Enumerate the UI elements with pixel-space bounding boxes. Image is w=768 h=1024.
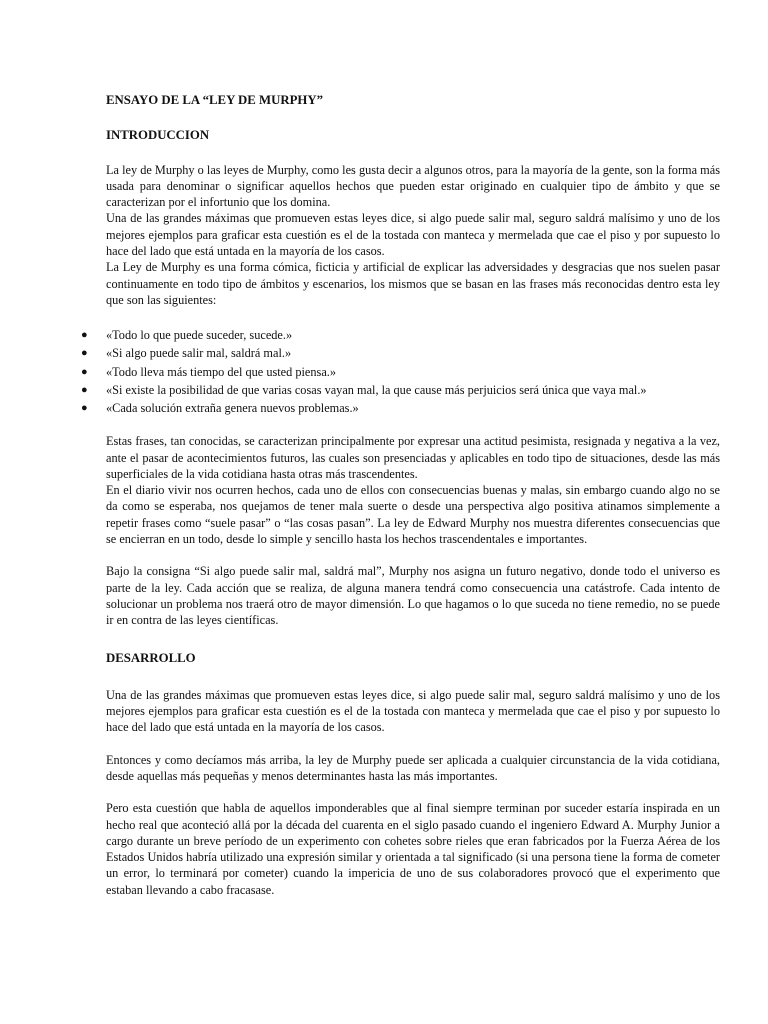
list-item-text: «Todo lo que puede suceder, sucede.» xyxy=(106,328,293,343)
list-item-text: «Si algo puede salir mal, saldrá mal.» xyxy=(106,346,292,361)
murphy-laws-list xyxy=(81,326,720,417)
list-item xyxy=(81,363,720,381)
list-item xyxy=(81,344,720,362)
development-heading: DESARROLLO xyxy=(106,651,196,666)
body-paragraph: En el diario vivir nos ocurren hechos, cada uno de ellos con consecuencias buenas y malas, sin embargo cuando algo no se da como se esperaba, nos quejamos de tener mala suerte o desde una perspectiva algo positiva atinamos simplemente a repetir frases como “suele pasar” o “las cosas pasan”. La ley de Edward Murphy nos muestra diferentes consecuencias que se encierran en un todo, desde lo simple y sencillo hasta los hechos trascendentales e importantes. xyxy=(106,483,720,546)
list-item-text: «Todo lleva más tiempo del que usted piensa.» xyxy=(106,364,336,379)
intro-heading: INTRODUCCION xyxy=(106,128,210,143)
development-paragraph: Una de las grandes máximas que promueven estas leyes dice, si algo puede salir mal, seguro saldrá malísimo y uno de los mejores ejemplos para graficar esta cuestión es el de la tostada con manteca y mermelada que cae el piso y por supuesto lo hace del lado que está untada en la mayoría de los casos. xyxy=(106,687,720,735)
list-item xyxy=(81,381,720,399)
body-paragraph: Estas frases, tan conocidas, se caracterizan principalmente por expresar una actitud pesimista, resignada y negativa a la vez, ante el pasar de acontecimientos futuros, las cuales son presenciadas y aplicables en todo tipo de situaciones, desde las más superficiales de la vida cotidiana hasta otras más trascendentes. xyxy=(106,434,720,481)
bullet-icon: ● xyxy=(81,383,88,396)
document-body xyxy=(81,92,720,898)
list-item xyxy=(81,326,720,344)
bullet-icon: ● xyxy=(81,402,88,415)
bullet-icon: ● xyxy=(81,347,88,360)
intro-paragraph: La Ley de Murphy es una forma cómica, ficticia y artificial de explicar las adversidades y desgracias que nos suelen pasar continuamente en todo tipo de ámbitos y escenarios, los mismos que se basan en las frases más reconocidas dentro esta ley que son las siguientes: xyxy=(106,260,720,307)
development-paragraph: Pero esta cuestión que habla de aquellos imponderables que al final siempre terminan por suceder estaría inspirada en un hecho real que aconteció allá por la década del cuarenta en el siglo pasado cuando el ingeniero Edward A. Murphy Junior a cargo durante un breve período de un experimento con cohetes sobre rieles que eran fabricados por la Fuerza Aérea de los Estados Unidos habría utilizado una expresión similar y orientada a tal significado (si una persona tiene la forma de cometer un error, lo terminará por cometer) cuando la impericia de uno de sus colaboradores provocó que el experimento que estaban llevando a cabo fracasase. xyxy=(106,801,720,897)
intro-paragraph: La ley de Murphy o las leyes de Murphy, como les gusta decir a algunos otros, para la mayoría de la gente, son la forma más usada para denominar o significar aquellos hechos que pueden estar originado en cualquier tipo de ámbito y que se caracterizan por el infortunio que los domina. xyxy=(106,162,720,210)
document-title: ENSAYO DE LA “LEY DE MURPHY” xyxy=(106,93,323,107)
development-paragraph: Entonces y como decíamos más arriba, la ley de Murphy puede ser aplicada a cualquier circunstancia de la vida cotidiana, desde aquellas más pequeñas y menos determinantes hasta las más importantes. xyxy=(106,752,720,783)
list-item xyxy=(81,399,720,417)
consigna-paragraph: Bajo la consigna “Si algo puede salir mal, saldrá mal”, Murphy nos asigna un futuro negativo, donde todo el universo es parte de la ley. Cada acción que se realiza, de alguna manera tendrá como consecuencia una catástrofe. Cada intento de solucionar un problema nos traerá otro de mayor dimensión. Lo que hagamos o lo que suceda no tiene remedio, no se puede ir en contra de las leyes científicas. xyxy=(106,564,720,628)
list-item-text: «Cada solución extraña genera nuevos problemas.» xyxy=(106,401,359,416)
bullet-icon: ● xyxy=(81,365,88,378)
bullet-icon: ● xyxy=(81,329,88,342)
list-item-text: «Si existe la posibilidad de que varias cosas vayan mal, la que cause más perjuicios será única que vaya mal.» xyxy=(106,382,647,397)
intro-paragraph: Una de las grandes máximas que promueven estas leyes dice, si algo puede salir mal, seguro saldrá malísimo y uno de los mejores ejemplos para graficar esta cuestión es el de la tostada con manteca y mermelada que cae el piso y por supuesto lo hace del lado que está untada en la mayoría de los casos. xyxy=(106,211,720,259)
